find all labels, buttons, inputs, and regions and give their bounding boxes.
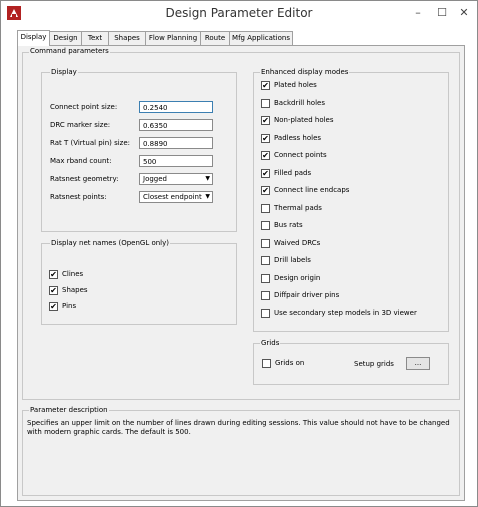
chevron-down-icon: ▼	[205, 175, 210, 182]
enhanced-checkbox[interactable]	[261, 256, 270, 265]
tab-display[interactable]: Display	[17, 30, 50, 46]
enhanced-label: Bus rats	[274, 221, 303, 229]
shapes-label: Shapes	[62, 286, 88, 294]
tab-mfg-applications[interactable]: Mfg Applications	[229, 31, 293, 45]
enhanced-label: Waived DRCs	[274, 238, 321, 247]
enhanced-checkbox[interactable]	[261, 291, 270, 300]
grids-on-checkbox[interactable]	[262, 359, 271, 368]
rat-t-size-input[interactable]: 0.8890	[139, 137, 213, 149]
pins-label: Pins	[62, 302, 77, 310]
enhanced-label: Drill labels	[274, 256, 311, 264]
minimize-button[interactable]: –	[415, 6, 421, 19]
enhanced-label: Connect line endcaps	[274, 186, 350, 194]
enhanced-label: Connect points	[274, 151, 327, 159]
enhanced-checkbox[interactable]	[261, 274, 270, 283]
enhanced-label: Filled pads	[274, 168, 312, 177]
display-group-label: Display	[51, 68, 77, 76]
max-rband-count-label: Max rband count:	[50, 157, 112, 165]
parameter-description-line2: with modern graphic cards. The default is 500.	[27, 428, 191, 436]
tab-text[interactable]: Text	[81, 31, 109, 45]
maximize-button[interactable]: ☐	[437, 6, 447, 19]
title-bar	[1, 1, 477, 27]
enhanced-label: Plated holes	[274, 81, 317, 89]
enhanced-checkbox[interactable]: ✔	[262, 151, 269, 160]
max-rband-count-input[interactable]: 500	[139, 155, 213, 167]
parameter-description-group	[22, 406, 460, 496]
connect-point-size-input[interactable]: 0.2540	[139, 101, 213, 113]
enhanced-label: Padless holes	[274, 133, 322, 142]
ratsnest-points-label: Ratsnest points:	[50, 193, 107, 201]
command-parameters-group	[22, 47, 460, 400]
command-parameters-label: Command parameters	[30, 47, 109, 55]
enhanced-label: Non-plated holes	[274, 116, 334, 124]
enhanced-checkbox[interactable]	[261, 239, 270, 248]
enhanced-checkbox[interactable]: ✔	[262, 81, 269, 90]
enhanced-checkbox[interactable]: ✔	[262, 116, 269, 125]
setup-grids-button[interactable]: ...	[406, 357, 430, 370]
chevron-down-icon: ▼	[205, 193, 210, 200]
enhanced-label: Backdrill holes	[274, 98, 325, 107]
enhanced-checkbox[interactable]: ✔	[262, 168, 269, 178]
enhanced-label: Diffpair driver pins	[274, 291, 340, 299]
ratsnest-geometry-label: Ratsnest geometry:	[50, 175, 119, 183]
enhanced-checkbox[interactable]	[261, 309, 270, 318]
enhanced-label: Design origin	[274, 273, 321, 282]
rat-t-size-label: Rat T (Virtual pin) size:	[50, 139, 131, 147]
enhanced-display-group-label: Enhanced display modes	[261, 68, 349, 76]
clines-checkbox[interactable]: ✔	[50, 270, 57, 279]
display-group	[41, 68, 237, 232]
ratsnest-points-value: Closest endpoint	[143, 193, 202, 201]
display-tab-panel	[17, 45, 465, 501]
ratsnest-geometry-select[interactable]	[139, 173, 213, 185]
net-names-group-label: Display net names (OpenGL only)	[51, 239, 169, 247]
tab-flow-planning[interactable]: Flow Planning	[145, 31, 201, 45]
drc-marker-size-input[interactable]: 0.6350	[139, 119, 213, 131]
tab-shapes[interactable]: Shapes	[108, 31, 146, 45]
enhanced-checkbox[interactable]	[261, 221, 270, 230]
grids-group	[253, 339, 449, 385]
enhanced-checkbox[interactable]	[261, 99, 270, 108]
parameter-description-label: Parameter description	[30, 406, 108, 414]
grids-group-label: Grids	[261, 339, 280, 347]
ratsnest-geometry-value: Jogged	[143, 175, 167, 183]
connect-point-size-label: Connect point size:	[50, 103, 118, 111]
close-button[interactable]: ✕	[459, 6, 469, 19]
shapes-checkbox[interactable]: ✔	[50, 286, 57, 295]
tab-design[interactable]: Design	[49, 31, 82, 45]
enhanced-checkbox[interactable]	[261, 204, 270, 213]
drc-marker-size-label: DRC marker size:	[50, 121, 111, 129]
enhanced-checkbox[interactable]: ✔	[262, 133, 269, 143]
setup-grids-label: Setup grids	[354, 360, 394, 368]
window-title: Design Parameter Editor	[165, 6, 313, 20]
ratsnest-points-select[interactable]	[139, 191, 213, 203]
net-names-group	[41, 239, 237, 325]
tab-route[interactable]: Route	[200, 31, 230, 45]
clines-label: Clines	[62, 270, 84, 278]
enhanced-label: Thermal pads	[274, 203, 322, 212]
enhanced-label: Use secondary step models in 3D viewer	[274, 308, 417, 317]
grids-on-label: Grids on	[275, 359, 305, 367]
enhanced-display-group	[253, 68, 449, 332]
parameter-description-line1: Specifies an upper limit on the number of lines drawn during editing sessions. This value should not have to be changed	[27, 419, 450, 427]
enhanced-checkbox[interactable]: ✔	[262, 186, 269, 195]
pins-checkbox[interactable]: ✔	[50, 302, 57, 311]
